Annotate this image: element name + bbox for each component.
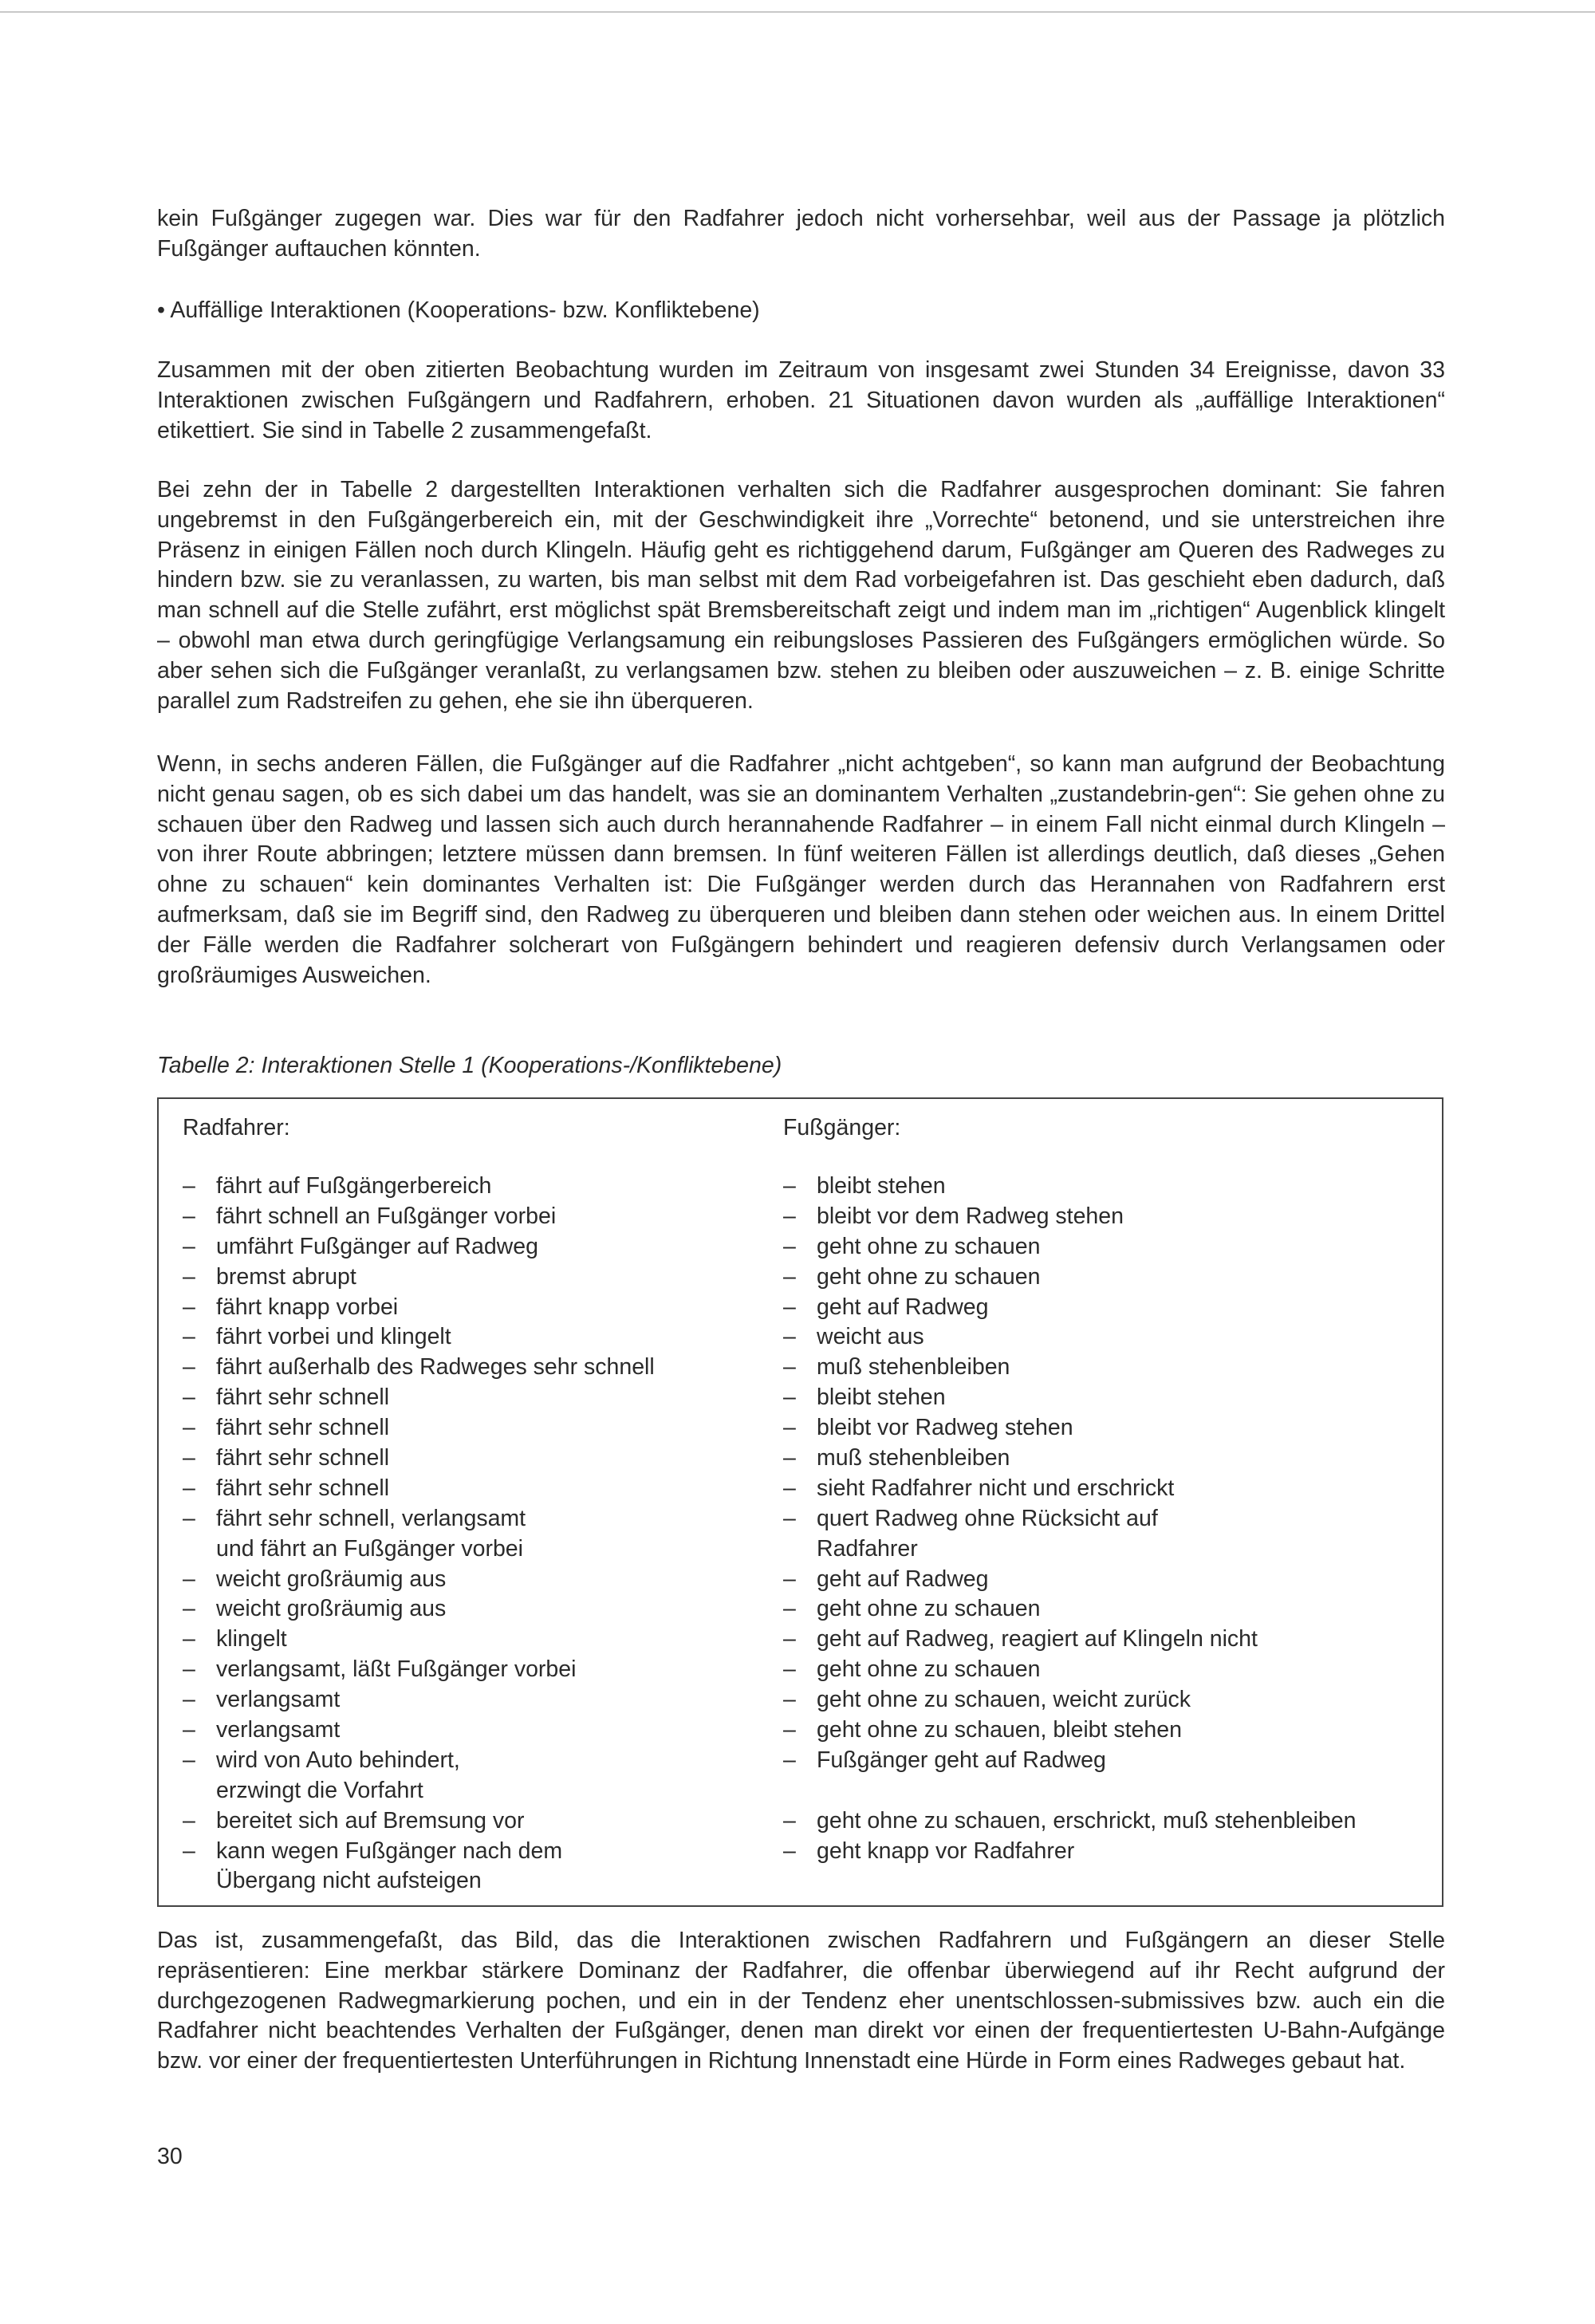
list-dash: – — [783, 1747, 796, 1773]
list-item — [783, 1383, 1389, 1413]
list-item-text: erzwingt die Vorfahrt — [216, 1777, 423, 1803]
list-dash: – — [783, 1687, 796, 1713]
list-item — [783, 1534, 1389, 1565]
list-item — [183, 1685, 789, 1715]
list-item — [183, 1746, 789, 1776]
list-item-text: weicht aus — [817, 1324, 924, 1350]
list-item — [783, 1685, 1389, 1715]
list-item — [783, 1565, 1389, 1595]
list-dash: – — [183, 1445, 195, 1471]
list-item-text: geht ohne zu schauen, bleibt stehen — [817, 1717, 1182, 1743]
paragraph-pedestrians: Wenn, in sechs anderen Fällen, die Fußgänger auf die Radfahrer „nicht achtgeben“, so kann man aufgrund der Beobachtung nicht genau sagen, ob es sich dabei um das handelt, was sie an dominantem Verhalten „zustandebrin-gen“: Sie gehen ohne zu schauen über den Radweg und lassen sich auch durch herannahende Radfahrer – in einem Fall nicht einmal durch Klingeln – von ihrer Route abbringen; letztere müssen dann bremsen. In fünf weiteren Fällen ist allerdings deutlich, daß dieses „Gehen ohne zu schauen“ kein dominantes Verhalten ist: Die Fußgänger werden durch das Herannahen von Radfahrern erst aufmerksam, daß sie im Begriff sind, den Radweg zu überqueren und bleiben dann stehen oder weichen aus. In einem Drittel der Fälle werden die Radfahrer solcherart von Fußgängern behindert und reagieren defensiv durch Verlangsamen oder großräumiges Ausweichen. — [157, 751, 1445, 988]
paragraph-summary: Das ist, zusammengefaßt, das Bild, das die Interaktionen zwischen Radfahrern und Fußgängern an dieser Stelle repräsentieren: Eine merkbar stärkere Dominanz der Radfahrer, die offenbar überwiegend auf ihr Recht aufgrund der durchgezogenen Radwegmarkierung pochen, und ein in der Tendenz eher unentschlossen-submissives bzw. auch ein die Radfahrer nicht beachtendes Verhalten der Fußgänger, denen man direkt vor einen der frequentiertesten U-Bahn-Aufgänge bzw. vor einer der frequentiertesten Unterführungen in Richtung Innenstadt eine Hürde in Form eines Radweges gebaut hat. — [157, 1928, 1445, 2074]
list-item — [183, 1806, 789, 1837]
list-dash: – — [783, 1354, 796, 1381]
paragraph-continuation: kein Fußgänger zugegen war. Dies war für den Radfahrer jedoch nicht vorhersehbar, weil aus der Passage ja plötzlich Fußgänger auftauchen könnten. — [157, 206, 1445, 262]
list-dash: – — [783, 1807, 796, 1834]
list-item — [183, 1293, 789, 1323]
list-item-text: bleibt stehen — [817, 1385, 946, 1411]
list-item — [783, 1746, 1389, 1776]
list-item — [183, 1776, 789, 1806]
list-item — [183, 1655, 789, 1685]
list-dash: – — [783, 1203, 796, 1229]
list-dash: – — [783, 1566, 796, 1592]
list-dash: – — [783, 1656, 796, 1683]
list-item — [183, 1474, 789, 1504]
list-dash: – — [783, 1233, 796, 1259]
list-dash: – — [183, 1656, 195, 1683]
list-item-text: weicht großräumig aus — [216, 1566, 447, 1592]
list-dash: – — [183, 1596, 195, 1622]
list-item — [783, 1715, 1389, 1746]
list-dash: – — [183, 1475, 195, 1501]
list-dash: – — [183, 1505, 195, 1531]
table-caption: Tabelle 2: Interaktionen Stelle 1 (Kooperations-/Konfliktebene) — [157, 1053, 782, 1078]
list-item-text: bleibt stehen — [817, 1173, 946, 1199]
list-dash: – — [183, 1838, 195, 1864]
list-item — [783, 1232, 1389, 1262]
list-item-text: geht ohne zu schauen — [817, 1596, 1041, 1622]
list-item — [783, 1594, 1389, 1625]
list-item-text: quert Radweg ohne Rücksicht auf — [817, 1505, 1158, 1531]
list-dash: – — [783, 1324, 796, 1350]
list-dash: – — [183, 1687, 195, 1713]
list-item-text: geht auf Radweg — [817, 1294, 989, 1320]
list-item-text: fährt vorbei und klingelt — [216, 1324, 451, 1350]
list-item — [783, 1413, 1389, 1444]
list-item-text: und fährt an Fußgänger vorbei — [216, 1535, 523, 1562]
list-item — [783, 1293, 1389, 1323]
list-item — [783, 1262, 1389, 1293]
list-item-text: geht auf Radweg — [817, 1566, 989, 1592]
list-dash: – — [183, 1415, 195, 1441]
list-item — [783, 1655, 1389, 1685]
list-item-text: verlangsamt — [216, 1687, 341, 1713]
list-item-text: kann wegen Fußgänger nach dem — [216, 1838, 563, 1864]
list-dash: – — [783, 1475, 796, 1501]
list-dash: – — [183, 1324, 195, 1350]
list-dash: – — [783, 1415, 796, 1441]
list-item-text: klingelt — [216, 1626, 287, 1652]
list-dash: – — [183, 1233, 195, 1259]
list-item — [783, 1322, 1389, 1353]
list-item — [183, 1625, 789, 1655]
list-dash: – — [183, 1626, 195, 1652]
list-item — [783, 1837, 1389, 1867]
list-dash: – — [783, 1838, 796, 1864]
list-item-text: fährt schnell an Fußgänger vorbei — [216, 1203, 557, 1229]
list-item-text: geht ohne zu schauen — [817, 1656, 1041, 1683]
list-item — [183, 1594, 789, 1625]
pedestrians-header: Fußgänger: — [783, 1115, 901, 1140]
list-item-text: fährt sehr schnell — [216, 1445, 390, 1471]
list-item — [783, 1776, 1389, 1806]
bullet-heading: • Auffällige Interaktionen (Kooperations- bzw. Konfliktebene) — [157, 297, 760, 323]
list-item-text: fährt sehr schnell — [216, 1475, 390, 1501]
list-item — [183, 1172, 789, 1202]
list-dash: – — [183, 1385, 195, 1411]
list-dash: – — [183, 1203, 195, 1229]
paragraph-dominant-cyclists: Bei zehn der in Tabelle 2 dargestellten Interaktionen verhalten sich die Radfahrer ausgesprochen dominant: Sie fahren ungebremst in den Fußgängerbereich ein, mit der Geschwindigkeit ihre „Vorrechte“ betonend, und sie unterstreichen ihre Präsenz in einigen Fällen noch durch Klingeln. Häufig geht es richtiggehend darum, Fußgänger am Queren des Radweges zu hindern bzw. sie zu veranlassen, zu warten, bis man selbst mit dem Rad vorbeigefahren ist. Das geschieht eben dadurch, daß man schnell auf die Stelle zufährt, erst möglichst spät Bremsbereitschaft zeigt und indem man im „richtigen“ Augenblick klingelt – obwohl man etwa durch geringfügige Verlangsamung ein reibungsloses Passieren des Fußgängers ermöglichen würde. So aber sehen sich die Fußgänger veranlaßt, zu verlangsamen bzw. stehen zu bleiben oder auszuweichen – z. B. einige Schritte parallel zum Radstreifen zu gehen, ehe sie ihn überqueren. — [157, 477, 1445, 714]
list-item-text: wird von Auto behindert, — [216, 1747, 460, 1773]
list-item-text: bleibt vor dem Radweg stehen — [817, 1203, 1124, 1229]
list-item-text: weicht großräumig aus — [216, 1596, 447, 1622]
list-item — [783, 1444, 1389, 1474]
list-dash: – — [183, 1263, 195, 1290]
list-item-text: umfährt Fußgänger auf Radweg — [216, 1233, 538, 1259]
page-top-rule — [0, 11, 1595, 13]
list-item-text: fährt außerhalb des Radweges sehr schnell — [216, 1354, 655, 1381]
list-item — [783, 1806, 1389, 1837]
list-dash: – — [783, 1505, 796, 1531]
list-dash: – — [783, 1385, 796, 1411]
list-item — [183, 1504, 789, 1534]
cyclists-list — [183, 1172, 789, 1897]
list-dash: – — [783, 1717, 796, 1743]
list-item — [783, 1202, 1389, 1232]
list-dash: – — [783, 1294, 796, 1320]
list-dash: – — [183, 1354, 195, 1381]
pedestrians-list — [783, 1172, 1389, 1866]
list-item — [783, 1172, 1389, 1202]
list-item — [183, 1262, 789, 1293]
list-item — [183, 1565, 789, 1595]
list-item-text: muß stehenbleiben — [817, 1445, 1010, 1471]
list-item-text: geht knapp vor Radfahrer — [817, 1838, 1075, 1864]
list-item-text: Übergang nicht aufsteigen — [216, 1868, 482, 1894]
list-dash: – — [183, 1173, 195, 1199]
cyclists-header: Radfahrer: — [183, 1115, 290, 1140]
list-item-text: sieht Radfahrer nicht und erschrickt — [817, 1475, 1175, 1501]
interactions-table — [157, 1097, 1443, 1907]
list-item — [183, 1232, 789, 1262]
list-item-text: muß stehenbleiben — [817, 1354, 1010, 1381]
list-item-text: geht ohne zu schauen, weicht zurück — [817, 1687, 1191, 1713]
list-dash: – — [783, 1173, 796, 1199]
list-item — [183, 1383, 789, 1413]
list-item — [183, 1202, 789, 1232]
list-dash: – — [783, 1263, 796, 1290]
list-item-text: geht ohne zu schauen — [817, 1263, 1041, 1290]
list-item-text: geht auf Radweg, reagiert auf Klingeln nicht — [817, 1626, 1258, 1652]
list-item-text: fährt sehr schnell — [216, 1415, 390, 1441]
page-number: 30 — [157, 2144, 183, 2169]
list-item — [183, 1866, 789, 1897]
list-item-text: Radfahrer — [817, 1535, 918, 1562]
list-item — [183, 1444, 789, 1474]
list-item-text: bleibt vor Radweg stehen — [817, 1415, 1073, 1441]
list-dash: – — [183, 1566, 195, 1592]
list-item — [783, 1625, 1389, 1655]
list-item-text: geht ohne zu schauen — [817, 1233, 1041, 1259]
list-item — [783, 1474, 1389, 1504]
list-dash: – — [183, 1747, 195, 1773]
list-item — [783, 1353, 1389, 1383]
list-dash: – — [183, 1294, 195, 1320]
list-item — [183, 1715, 789, 1746]
list-item-text: geht ohne zu schauen, erschrickt, muß stehenbleiben — [817, 1807, 1357, 1834]
list-item-text: fährt knapp vorbei — [216, 1294, 399, 1320]
list-item-text: verlangsamt, läßt Fußgänger vorbei — [216, 1656, 577, 1683]
list-item — [783, 1504, 1389, 1534]
list-item — [183, 1413, 789, 1444]
list-item-text: verlangsamt — [216, 1717, 341, 1743]
list-dash: – — [183, 1807, 195, 1834]
list-item-text: bereitet sich auf Bremsung vor — [216, 1807, 525, 1834]
list-item — [183, 1322, 789, 1353]
list-item — [183, 1353, 789, 1383]
list-dash: – — [783, 1596, 796, 1622]
paragraph-events: Zusammen mit der oben zitierten Beobachtung wurden im Zeitraum von insgesamt zwei Stunden 34 Ereignisse, davon 33 Interaktionen zwischen Fußgängern und Radfahrern, erhoben. 21 Situationen davon wurden als „auffällige Interaktionen“ etikettiert. Sie sind in Tabelle 2 zusammengefaßt. — [157, 357, 1445, 443]
list-item-text: fährt sehr schnell, verlangsamt — [216, 1505, 526, 1531]
list-item-text: bremst abrupt — [216, 1263, 356, 1290]
list-item — [183, 1837, 789, 1867]
list-item-text: fährt auf Fußgängerbereich — [216, 1173, 492, 1199]
list-dash: – — [183, 1717, 195, 1743]
list-dash: – — [783, 1445, 796, 1471]
list-dash: – — [783, 1626, 796, 1652]
list-item — [183, 1534, 789, 1565]
list-item-text: fährt sehr schnell — [216, 1385, 390, 1411]
list-item-text: Fußgänger geht auf Radweg — [817, 1747, 1106, 1773]
